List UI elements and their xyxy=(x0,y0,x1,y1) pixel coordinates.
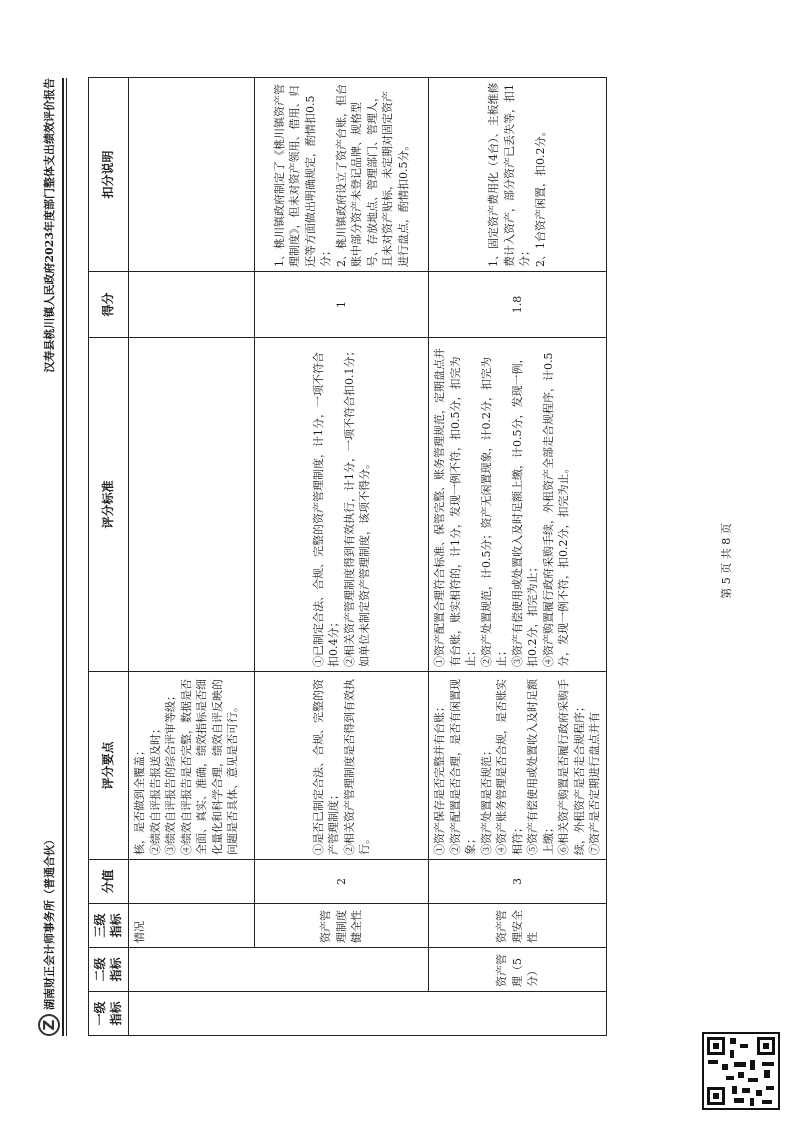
cell-level1 xyxy=(129,992,607,1036)
key-point: ⑦资产是否定期进行盘点并有 xyxy=(588,712,601,855)
criteria-item: ①已制定合法、合规、完整的资产管理制度，计1分，一项不符合扣0.4分； xyxy=(311,352,340,667)
key-point: ②绩效自评报告报送及时； xyxy=(148,723,162,855)
deduction-item: 1、固定资产费用化（4台）、主板维修费计入资产，部分资产已丢失等，扣1分； xyxy=(487,82,532,267)
col-header-key-points: 评分要点 xyxy=(89,672,129,860)
criteria-item: ②资产处置规范，计0.5分；资产无闲置现象，计0.2分，扣完为止； xyxy=(479,357,508,667)
col-header-level2: 二级指标 xyxy=(89,948,129,992)
cell-key-points xyxy=(429,672,607,860)
key-point: ⑤资产有偿使用或处置收入及时足额上缴； xyxy=(526,679,555,855)
key-point: 核，是否做到全覆盖； xyxy=(133,745,146,855)
deduction-item: 2、桃川镇政府设立了资产台账，但台账中部分资产未登记品牌、规格型号、存放地点、管理部门、管理人，且未对资产贴标，未定期对固定资产进行盘点，酌情扣0.5分。 xyxy=(334,84,410,267)
report-title: 汉寿县桃川镇人民政府2023年度部门整体支出绩效评价报告 xyxy=(43,78,56,373)
key-point: ②相关资产管理制度是否得到有效执行。 xyxy=(342,679,371,855)
cell-level3: 情况 xyxy=(129,904,255,948)
cell-level2 xyxy=(129,948,429,992)
cell-level3: 资产管理安全性 xyxy=(429,904,607,948)
col-header-score-value: 分值 xyxy=(89,860,129,904)
criteria-item: ②相关资产管理制度得到有效执行，计1分，一项不符合扣0.1分；如单位未制定资产管理制度，该项不得分。 xyxy=(342,345,371,667)
col-header-level3: 三级指标 xyxy=(89,904,129,948)
criteria-item: ④资产购置履行政府采购手续，外租资产全部走合规程序，计0.5分，发现一例不符，扣0.2分，扣完为止。 xyxy=(541,352,570,667)
evaluation-table xyxy=(88,77,607,1036)
cell-criteria xyxy=(429,338,607,672)
key-point: ⑥相关资产购置是否履行政府采购手续，外租资产是否走合规程序； xyxy=(557,679,586,855)
header-rule-thin xyxy=(66,78,67,1036)
cell-score-value xyxy=(129,860,255,904)
qr-code-icon xyxy=(702,1032,780,1110)
key-point: ③资产处置是否规范； xyxy=(479,745,493,855)
cell-criteria xyxy=(129,338,255,672)
key-point: ①是否已制定合法、合规、完整的资产管理制度； xyxy=(311,679,340,855)
criteria-item: ①资产配置合理符合标准、保管完整、账务管理规范，定期盘点并有台账，账实相符的，计1分，发现一例不符，扣0.5分，扣完为止； xyxy=(433,348,477,667)
table-row xyxy=(255,78,429,1036)
col-header-criteria: 评分标准 xyxy=(89,338,129,672)
cell-criteria xyxy=(255,338,429,672)
cell-key-points xyxy=(129,672,255,860)
table-row xyxy=(429,78,607,1036)
deduction-item: 1、桃川镇政府制定了《桃川镇资产管理制度》，但未对资产领用、借用、归还等方面做出明确规定，酌情扣0.5分； xyxy=(272,84,333,267)
deduction-item: 2、1台资产闲置，扣0.2分。 xyxy=(533,125,547,267)
key-point: ④资产账务管理是否合规，是否账实相符； xyxy=(495,679,524,855)
table-row xyxy=(129,78,255,1036)
cell-score: 1 xyxy=(255,272,429,338)
page-number: 第 5 页 共 8 页 xyxy=(720,523,733,599)
criteria-item: ③资产有偿使用或处置收入及时足额上缴，计0.5分，发现一例，扣0.2分，扣完为止； xyxy=(510,352,539,667)
cell-score-value: 2 xyxy=(255,860,429,904)
key-point: ②资产配置是否合理，是否有闲置现象； xyxy=(448,679,477,855)
firm-name: 湖南财正会计师事务所（普通合伙） xyxy=(43,834,56,1010)
key-point: ①资产保存是否完整并有台账； xyxy=(433,701,446,855)
header-rule xyxy=(62,78,64,1036)
col-header-deduction: 扣分说明 xyxy=(89,78,129,272)
col-header-level1: 一级指标 xyxy=(89,992,129,1036)
cell-score-value: 3 xyxy=(429,860,607,904)
key-point: ③绩效自评报告的综合评审等级； xyxy=(164,690,177,855)
firm-logo-icon: Z xyxy=(38,1014,60,1036)
cell-deduction xyxy=(255,78,429,272)
cell-level2: 资产管理（5分） xyxy=(429,948,607,992)
cell-score: 1.8 xyxy=(429,272,607,338)
cell-deduction xyxy=(129,78,255,272)
cell-deduction xyxy=(429,78,607,272)
col-header-score: 得分 xyxy=(89,272,129,338)
table-header-row xyxy=(89,78,129,1036)
key-point: ④绩效自评报告是否完整，数据是否全面、真实、准确，绩效指标是否细化量化和科学合理，绩效自评反映的问题是否具体、意见是否可行。 xyxy=(179,679,239,855)
cell-score xyxy=(129,272,255,338)
cell-key-points xyxy=(255,672,429,860)
cell-level3: 资产管理制度健全性 xyxy=(255,904,429,948)
